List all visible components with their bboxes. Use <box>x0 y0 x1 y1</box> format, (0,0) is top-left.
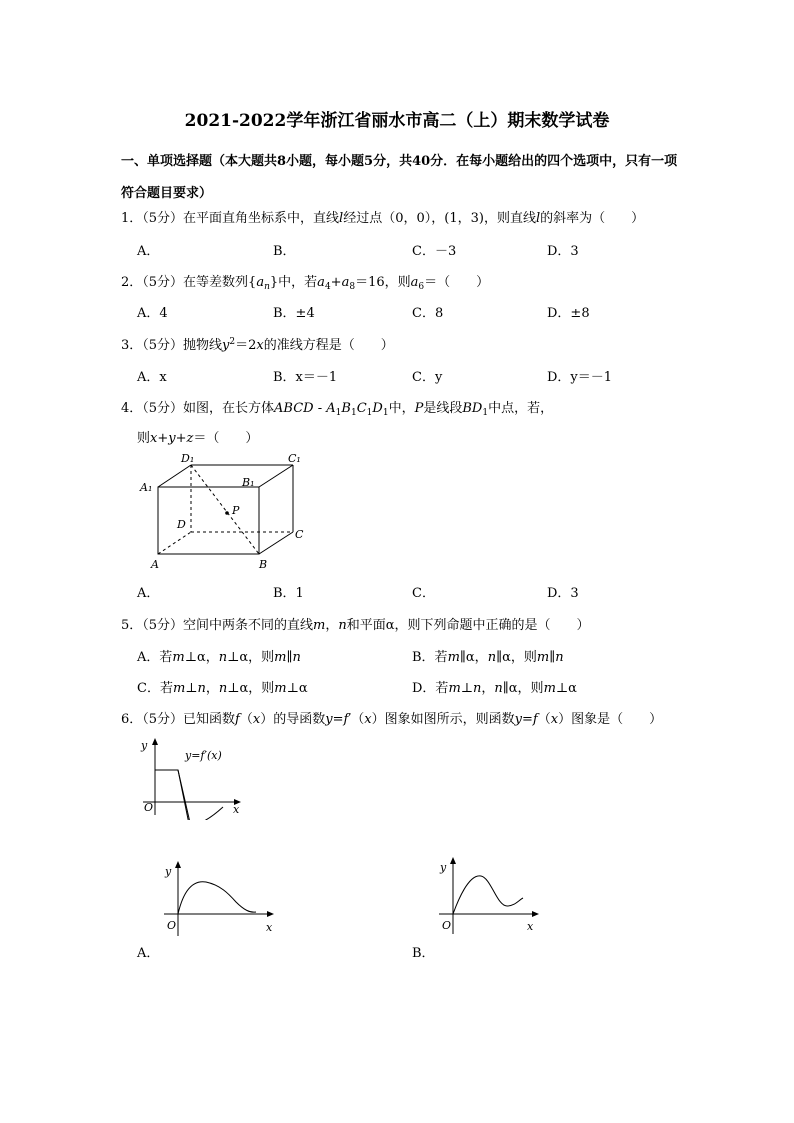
section-heading: 一、单项选择题（本大题共8小题，每小题5分，共40分．在每小题给出的四个选项中，只有一项符合题目要求） <box>121 154 678 201</box>
page-title: 2021-2022学年浙江省丽水市高二（上）期末数学试卷 <box>184 111 610 131</box>
svg-text:O: O <box>167 919 177 932</box>
q1-option-d: D．3 <box>547 244 579 259</box>
label-b1: B₁ <box>242 476 255 489</box>
label-a: A <box>151 558 159 571</box>
label-d: D <box>177 518 186 531</box>
q4-option-a: A． <box>137 586 160 601</box>
q2-option-c: C．8 <box>412 306 444 321</box>
question-1-stem: 1．（5分）在平面直角坐标系中，直线l经过点（0，0），(1，3)，则直线l的斜率为（ ） <box>121 211 645 226</box>
q3-option-a: A．x <box>137 370 167 385</box>
question-2-stem: 2．（5分）在等差数列$\{a_n\}$中，若$a_4+a_8=16$，则$a_6=$（ ） <box>121 275 490 292</box>
question-3-stem: 3．（5分）抛物线$y^2=2x$的准线方程是（ ） <box>121 337 394 353</box>
derivative-label: y=f′(x) <box>185 749 222 762</box>
svg-text:y: y <box>440 861 447 874</box>
option-b-graph <box>433 856 548 936</box>
q3-option-b: B．x＝－1 <box>273 370 338 385</box>
svg-text:O: O <box>144 801 154 814</box>
cuboid-figure <box>135 450 315 575</box>
svg-text:O: O <box>442 919 452 932</box>
q5-option-d: D．若m⊥n，n∥α，则m⊥α <box>412 681 577 696</box>
question-4-stem-line2: 则x+y+z＝（ ） <box>137 431 259 446</box>
derivative-graph <box>135 735 250 820</box>
q5-option-b: B．若m∥α，n∥α，则m∥n <box>412 650 564 665</box>
q2-option-a: A．4 <box>137 306 168 321</box>
q5-option-c: C．若m⊥n，n⊥α，则m⊥α <box>137 681 308 696</box>
q1-option-b: B． <box>273 244 296 259</box>
label-c1: C₁ <box>288 452 301 465</box>
q1-option-c: C．－3 <box>412 244 457 259</box>
svg-text:y: y <box>165 865 172 878</box>
label-a1: A₁ <box>140 481 153 494</box>
q1-option-a: A． <box>137 244 160 259</box>
label-b: B <box>259 558 268 571</box>
q2-option-b: B．±4 <box>273 306 315 321</box>
svg-text:x: x <box>527 920 534 933</box>
q5-option-a: A．若m⊥α，n⊥α，则m∥n <box>137 650 301 665</box>
q6-option-a: A． <box>137 946 160 961</box>
svg-text:x: x <box>266 921 273 934</box>
q3-option-c: C．y <box>412 370 443 385</box>
label-p: P <box>232 504 240 517</box>
q4-option-c: C． <box>412 586 435 601</box>
svg-text:x: x <box>233 803 240 816</box>
question-6-stem: 6．（5分）已知函数f（x）的导函数y=f′（x）图象如图所示，则函数y=f（x）图象是（ ） <box>121 712 663 727</box>
q2-option-d: D．±8 <box>547 306 590 321</box>
q4-option-b: B．1 <box>273 586 304 601</box>
label-d1: D₁ <box>181 452 195 465</box>
axis-y-label: y <box>141 739 148 752</box>
q4-option-d: D．3 <box>547 586 579 601</box>
label-c: C <box>295 528 304 541</box>
question-5-stem: 5．（5分）空间中两条不同的直线m，n和平面α，则下列命题中正确的是（ ） <box>121 618 590 633</box>
option-a-graph <box>158 858 278 938</box>
question-4-stem: 4．（5分）如图，在长方体ABCD - $A_1B_1C_1D_1$中，P是线段$BD_1$中点，若， <box>121 401 554 418</box>
q6-option-b: B． <box>412 946 435 961</box>
q3-option-d: D．y＝－1 <box>547 370 613 385</box>
